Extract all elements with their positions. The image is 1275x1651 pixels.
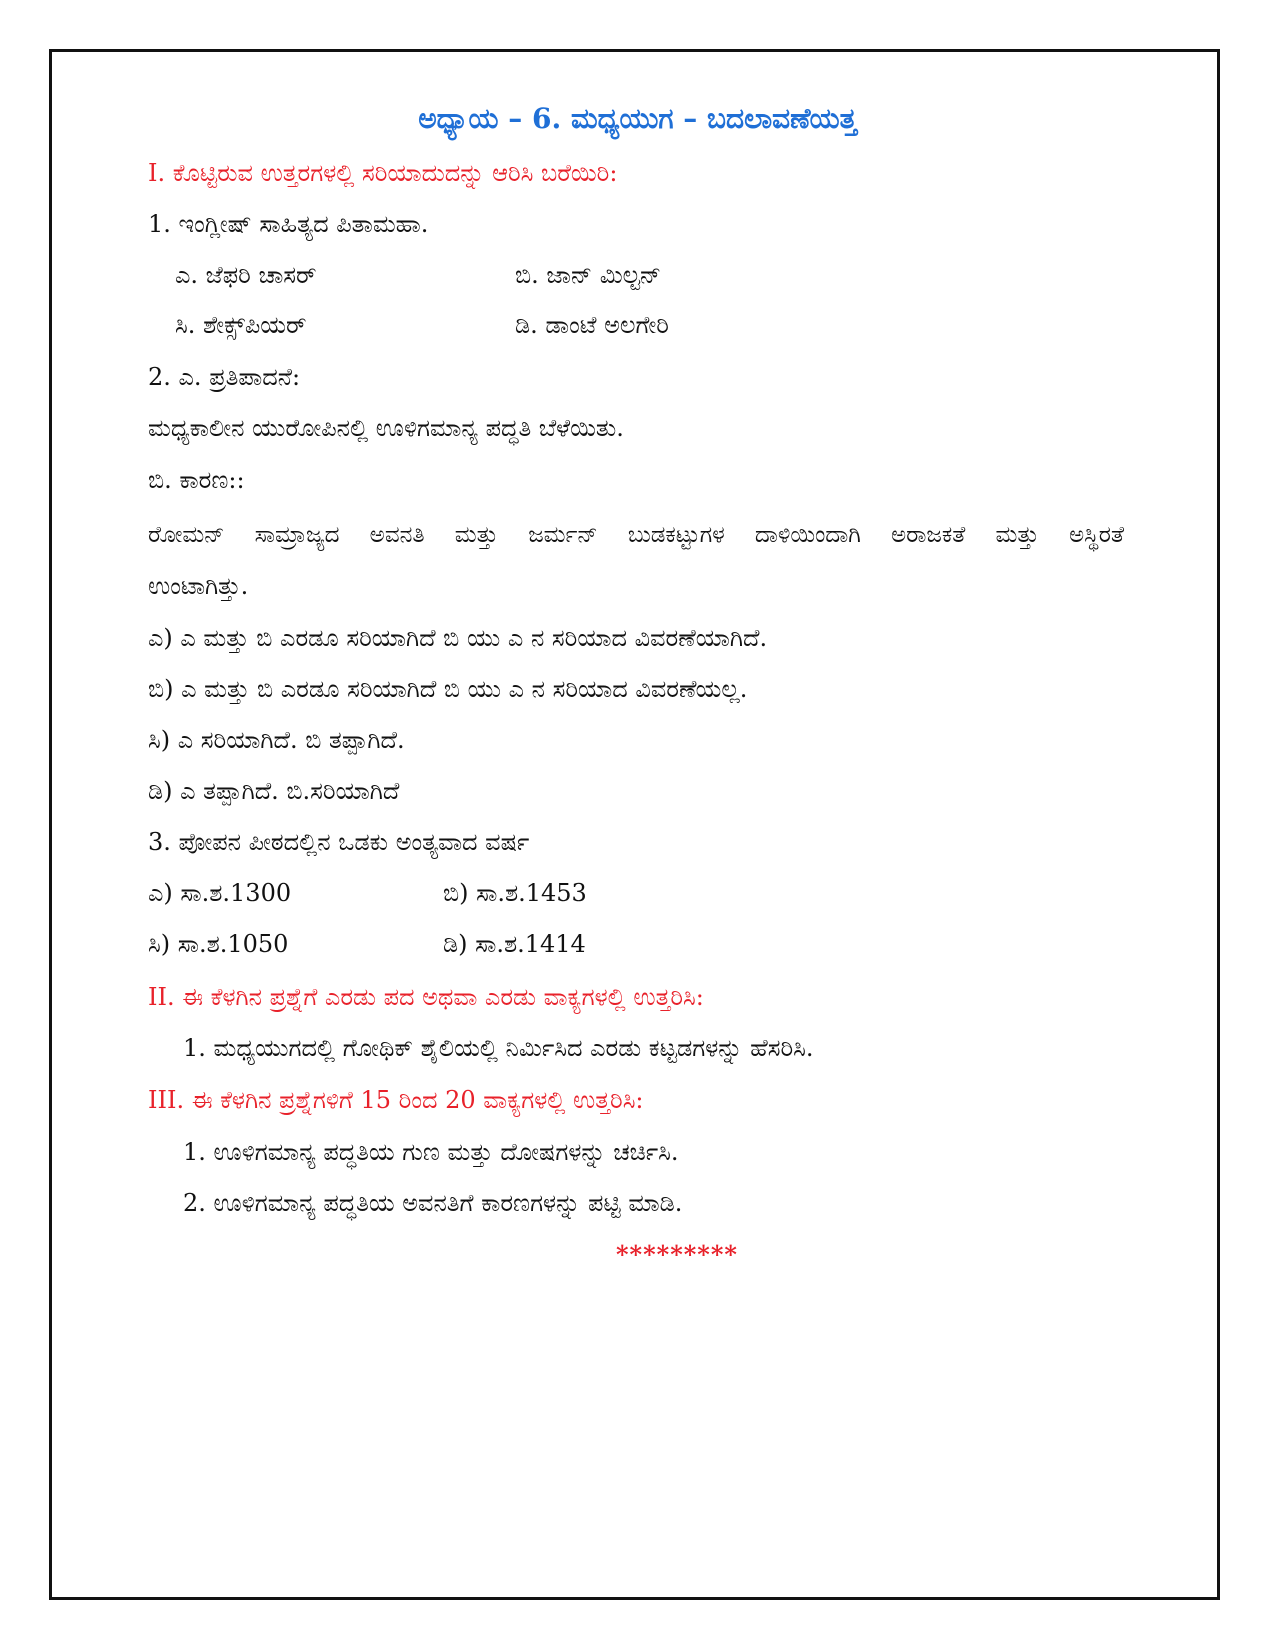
q3-question: 3. ಪೋಪನ ಪೀಠದಲ್ಲಿನ ಒಡಕು ಅಂತ್ಯವಾದ ವರ್ಷ: [148, 828, 530, 856]
end-marker: *********: [616, 1240, 738, 1269]
q1-option-a: ಎ. ಜೆಫರಿ ಚಾಸರ್: [175, 261, 317, 289]
q2-label: 2. ಎ. ಪ್ರತಿಪಾದನೆ:: [148, 363, 301, 391]
q3-option-c: ಸಿ) ಸಾ.ಶ.1050: [148, 930, 289, 958]
q1-question: 1. ಇಂಗ್ಲೀಷ್ ಸಾಹಿತ್ಯದ ಪಿತಾಮಹಾ.: [148, 210, 429, 238]
q2-option-b: ಬಿ) ಎ ಮತ್ತು ಬಿ ಎರಡೂ ಸರಿಯಾಗಿದೆ ಬಿ ಯು ಎ ನ ಸರಿಯಾದ ವಿವರಣೆಯಲ್ಲ.: [148, 675, 748, 703]
q1-option-b: ಬಿ. ಜಾನ್ ಮಿಲ್ಟನ್: [515, 261, 662, 289]
q2-reason-label: ಬಿ. ಕಾರಣ::: [148, 466, 245, 494]
q3-option-a: ಎ) ಸಾ.ಶ.1300: [148, 879, 292, 907]
page-title: ಅಧ್ಯಾಯ – 6. ಮಧ್ಯಯುಗ – ಬದಲಾವಣೆಯತ್ತ: [418, 102, 857, 135]
section-1-heading: I. ಕೊಟ್ಟಿರುವ ಉತ್ತರಗಳಲ್ಲಿ ಸರಿಯಾದುದನ್ನು ಆರಿಸಿ ಬರೆಯಿರಿ:: [148, 159, 618, 187]
s3-q1: 1. ಊಳಿಗಮಾನ್ಯ ಪದ್ಧತಿಯ ಗುಣ ಮತ್ತು ದೋಷಗಳನ್ನು ಚರ್ಚಿಸಿ.: [183, 1138, 679, 1166]
q1-option-c: ಸಿ. ಶೇಕ್ಸ್‌ಪಿಯರ್: [175, 311, 307, 339]
q2-option-d: ಡಿ) ಎ ತಪ್ಪಾಗಿದೆ. ಬಿ.ಸರಿಯಾಗಿದೆ: [148, 777, 400, 805]
s3-q2: 2. ಊಳಿಗಮಾನ್ಯ ಪದ್ಧತಿಯ ಅವನತಿಗೆ ಕಾರಣಗಳನ್ನು ಪಟ್ಟಿ ಮಾಡಿ.: [183, 1189, 683, 1217]
q1-option-d: ಡಿ. ಡಾಂಟೆ ಅಲಗೇರಿ: [515, 311, 669, 339]
q2-option-c: ಸಿ) ಎ ಸರಿಯಾಗಿದೆ. ಬಿ ತಪ್ಪಾಗಿದೆ.: [148, 726, 405, 754]
section-2-heading: II. ಈ ಕೆಳಗಿನ ಪ್ರಶ್ನೆಗೆ ಎರಡು ಪದ ಅಥವಾ ಎರಡು ವಾಕ್ಯಗಳಲ್ಲಿ ಉತ್ತರಿಸಿ:: [148, 983, 704, 1011]
q3-option-b: ಬಿ) ಸಾ.ಶ.1453: [443, 879, 587, 907]
q2-reason-line1: ರೋಮನ್ ಸಾಮ್ರಾಜ್ಯದ ಅವನತಿ ಮತ್ತು ಜರ್ಮನ್ ಬುಡಕಟ್ಟುಗಳ ದಾಳಿಯಿಂದಾಗಿ ಅರಾಜಕತೆ ಮತ್ತು ಅಸ್ಥಿರತೆ: [148, 522, 1124, 548]
q2-option-a: ಎ) ಎ ಮತ್ತು ಬಿ ಎರಡೂ ಸರಿಯಾಗಿದೆ ಬಿ ಯು ಎ ನ ಸರಿಯಾದ ವಿವರಣೆಯಾಗಿದೆ.: [148, 624, 768, 652]
q2-reason-line2: ಉಂಟಾಗಿತ್ತು.: [148, 572, 249, 600]
s2-q1: 1. ಮಧ್ಯಯುಗದಲ್ಲಿ ಗೋಥಿಕ್ ಶೈಲಿಯಲ್ಲಿ ನಿರ್ಮಿಸಿದ ಎರಡು ಕಟ್ಟಡಗಳನ್ನು ಹೆಸರಿಸಿ.: [183, 1034, 814, 1062]
q3-option-d: ಡಿ) ಸಾ.ಶ.1414: [443, 930, 586, 958]
section-3-heading: III. ಈ ಕೆಳಗಿನ ಪ್ರಶ್ನೆಗಳಿಗೆ 15 ರಿಂದ 20 ವಾಕ್ಯಗಳಲ್ಲಿ ಉತ್ತರಿಸಿ:: [148, 1086, 644, 1114]
q2-assertion: ಮಧ್ಯಕಾಲೀನ ಯುರೋಪಿನಲ್ಲಿ ಊಳಿಗಮಾನ್ಯ ಪದ್ಧತಿ ಬೆಳೆಯಿತು.: [148, 414, 624, 442]
